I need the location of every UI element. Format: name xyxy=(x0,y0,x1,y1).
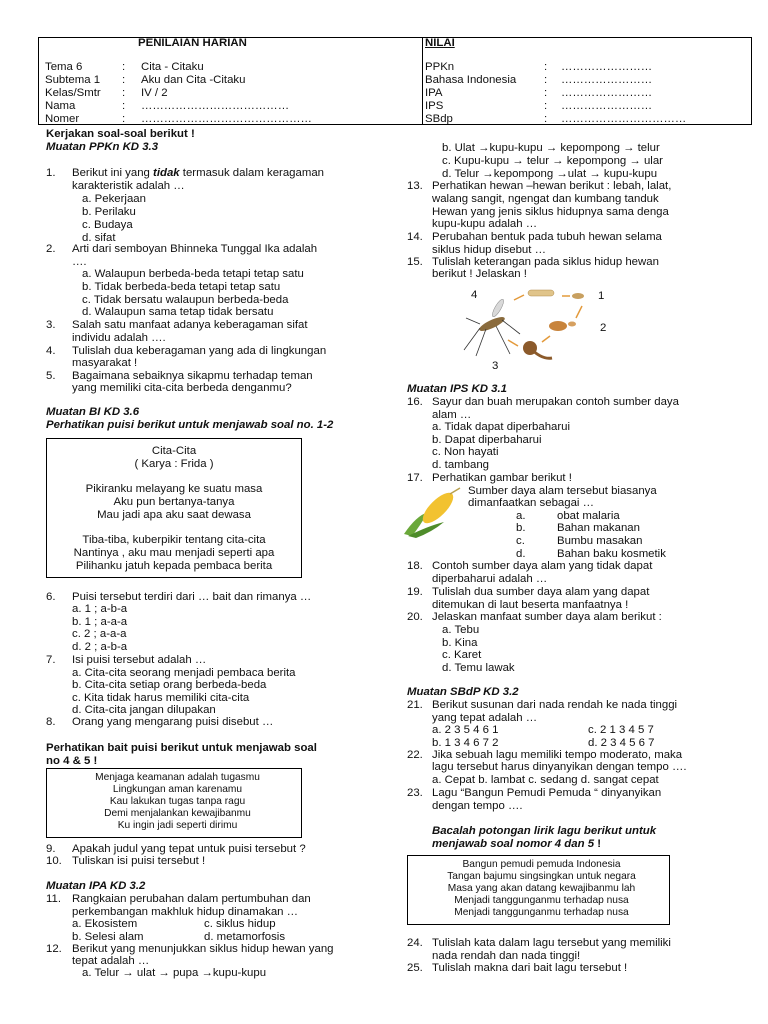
score-field[interactable]: …………………… xyxy=(561,87,653,99)
question-4: Tulislah dua keberagaman yang ada di lingkungan xyxy=(72,345,327,357)
question-2: Arti dari semboyan Bhinneka Tunggal Ika adalah xyxy=(72,243,318,255)
option[interactable]: b. 1 3 4 6 7 2 xyxy=(432,737,499,749)
egg-image xyxy=(572,293,584,299)
poem-line: Pikiranku melayang ke suatu masa xyxy=(85,483,263,495)
cycle-label: 2 xyxy=(600,322,607,334)
header-box xyxy=(38,37,752,125)
option[interactable]: a. Ekosistem xyxy=(72,918,138,930)
question-13-cont: walang sangit, ngengat dan kumbang tanduk xyxy=(432,193,659,205)
mosquito-adult-image xyxy=(464,298,520,356)
option[interactable]: c. Tidak bersatu walaupun berbeda-beda xyxy=(82,294,289,306)
bait-instruction: Perhatikan bait puisi berikut untuk menjawab soal xyxy=(46,742,317,754)
question-13-cont: Hewan yang jenis siklus hidupnya sama denga xyxy=(432,206,669,218)
option[interactable]: d. tambang xyxy=(432,459,489,471)
option[interactable]: c. Kupu-kupu → telur → kepompong → ular xyxy=(442,155,663,167)
q-number: 23. xyxy=(407,787,423,799)
corn-image xyxy=(398,486,464,538)
q-number: 24. xyxy=(407,937,423,949)
instruction: Kerjakan soal-soal berikut ! xyxy=(46,128,195,140)
poem-author: ( Karya : Frida ) xyxy=(134,458,214,470)
question-16-cont: alam … xyxy=(432,409,472,421)
option[interactable]: d. 2 3 4 5 6 7 xyxy=(588,737,655,749)
header-label: Tema 6 xyxy=(45,61,83,73)
q-number: 25. xyxy=(407,962,423,974)
question-23: Lagu “Bangun Pemudi Pemuda “ dinyanyikan xyxy=(432,787,662,799)
poem-line: Mau jadi apa aku saat dewasa xyxy=(97,509,251,521)
q-number: 6. xyxy=(46,591,56,603)
option[interactable]: d. 2 ; a-b-a xyxy=(72,641,128,653)
score-sep: : xyxy=(544,100,548,112)
question-24-cont: nada rendah dan nada tinggi! xyxy=(432,950,581,962)
option[interactable]: c. Non hayati xyxy=(432,446,499,458)
question-21-cont: yang tepat adalah … xyxy=(432,712,538,724)
option[interactable]: b. 1 ; a-a-a xyxy=(72,616,128,628)
question-5-cont: yang memiliki cita-cita berbeda denganmu? xyxy=(72,382,292,394)
question-4-cont: masyarakat ! xyxy=(72,357,138,369)
option[interactable]: a. Cita-cita seorang menjadi pembaca berita xyxy=(72,667,296,679)
cycle-label: 3 xyxy=(492,360,499,372)
poem-line: Lingkungan aman karenamu xyxy=(112,784,243,795)
question-24: Tulislah kata dalam lagu tersebut yang memiliki xyxy=(432,937,671,949)
option[interactable]: b. Tidak berbeda-beda tetapi tetap satu xyxy=(82,281,281,293)
option-letter: b. xyxy=(516,522,526,534)
header-nilai: NILAI xyxy=(425,37,455,49)
option[interactable]: b. Cita-cita setiap orang berbeda-beda xyxy=(72,679,267,691)
q-number: 14. xyxy=(407,231,423,243)
option[interactable]: Bahan baku kosmetik xyxy=(557,548,666,560)
q-number: 3. xyxy=(46,319,56,331)
question-1-cont: karakteristik adalah … xyxy=(72,180,185,192)
question-22-cont: lagu tersebut harus dinyanyikan dengan tempo …. xyxy=(432,761,687,773)
lyric-line: Tangan bajumu singsingkan untuk negara xyxy=(447,871,636,882)
lyric-line: Menjadi tanggunganmu terhadap nusa xyxy=(454,895,629,906)
poem-title: Cita-Cita xyxy=(151,445,197,457)
lyrics-instruction: Bacalah potongan lirik lagu berikut untuk xyxy=(432,825,657,837)
question-3: Salah satu manfaat adanya keberagaman sifat xyxy=(72,319,308,331)
pupa-image xyxy=(549,321,576,331)
header-label: Nomer xyxy=(45,113,80,125)
q-number: 13. xyxy=(407,180,423,192)
question-12-cont: tepat adalah … xyxy=(72,955,150,967)
score-sep: : xyxy=(544,87,548,99)
score-field[interactable]: …………………… xyxy=(561,74,653,86)
question-14: Perubahan bentuk pada tubuh hewan selama xyxy=(432,231,662,243)
score-label: SBdp xyxy=(425,113,453,125)
q-number: 10. xyxy=(46,855,62,867)
q-number: 8. xyxy=(46,716,56,728)
lyric-line: Masa yang akan datang kewajibanmu lah xyxy=(447,883,636,894)
option-letter: c. xyxy=(516,535,525,547)
q-number: 1. xyxy=(46,167,56,179)
score-label: IPA xyxy=(425,87,443,99)
question-17-cont: Sumber daya alam tersebut biasanya xyxy=(468,485,657,497)
cycle-arrows xyxy=(508,295,582,346)
option[interactable]: a. Tidak dapat diperbaharui xyxy=(432,421,571,433)
option[interactable]: c. Budaya xyxy=(82,219,133,231)
q-number: 18. xyxy=(407,560,423,572)
option[interactable]: a. Walaupun berbeda-beda tetapi tetap satu xyxy=(82,268,304,280)
header-sep: : xyxy=(122,87,126,99)
question-15: Tulislah keterangan pada siklus hidup hewan xyxy=(432,256,659,268)
option-letter: d. xyxy=(516,548,526,560)
question-19: Tulislah dua sumber daya alam yang dapat xyxy=(432,586,650,598)
header-label: Kelas/Smtr xyxy=(45,87,101,99)
question-8: Orang yang mengarang puisi disebut … xyxy=(72,716,274,728)
header-divider xyxy=(422,38,423,124)
header-value: Aku dan Cita -Citaku xyxy=(141,74,246,86)
section-bi-sub: Perhatikan puisi berikut untuk menjawab soal no. 1-2 xyxy=(46,419,334,431)
question-5: Bagaimana sebaiknya sikapmu terhadap teman xyxy=(72,370,313,382)
q-number: 16. xyxy=(407,396,423,408)
question-2-cont: …. xyxy=(72,256,87,268)
option: d. Temu lawak xyxy=(442,662,515,674)
poem-line: Ku ingin jadi seperti dirimu xyxy=(117,820,238,831)
question-20: Jelaskan manfaat sumber daya alam berikut : xyxy=(432,611,662,623)
lyric-line: Bangun pemudi pemuda Indonesia xyxy=(462,859,621,870)
option[interactable]: d. metamorfosis xyxy=(204,931,286,943)
option[interactable]: d. Telur →kepompong →ulat → kupu-kupu xyxy=(442,168,658,180)
header-title: PENILAIAN HARIAN xyxy=(138,37,247,49)
score-field[interactable]: …………………… xyxy=(561,100,653,112)
header-label: Nama xyxy=(45,100,76,112)
name-field[interactable]: ………………………………… xyxy=(141,100,290,112)
option[interactable]: d. Cita-cita jangan dilupakan xyxy=(72,704,216,716)
option[interactable]: Bumbu masakan xyxy=(557,535,643,547)
q-number: 5. xyxy=(46,370,56,382)
question-13-cont: kupu-kupu adalah … xyxy=(432,218,538,230)
option[interactable]: b. Ulat →kupu-kupu → kepompong → telur xyxy=(442,142,660,154)
question-21: Berikut susunan dari nada rendah ke nada tinggi xyxy=(432,699,678,711)
poem-line: Aku pun bertanya-tanya xyxy=(113,496,235,508)
question-11-cont: perkembangan makhluk hidup dinamakan … xyxy=(72,906,299,918)
section-ips: Muatan IPS KD 3.1 xyxy=(407,383,508,395)
option: c. Karet xyxy=(442,649,482,661)
score-sep: : xyxy=(544,74,548,86)
score-field[interactable]: …………………………… xyxy=(561,113,687,125)
score-sep: : xyxy=(544,61,548,73)
header-value: IV / 2 xyxy=(141,87,168,99)
score-label: IPS xyxy=(425,100,444,112)
question-13: Perhatikan hewan –hewan berikut : lebah, lalat, xyxy=(432,180,672,192)
poem-line: Kau lakukan tugas tanpa ragu xyxy=(109,796,246,807)
question-3-cont: individu adalah …. xyxy=(72,332,166,344)
header-sep: : xyxy=(122,113,126,125)
section-bi: Muatan BI KD 3.6 xyxy=(46,406,140,418)
q-number: 9. xyxy=(46,843,56,855)
option-letter: a. xyxy=(516,510,526,522)
option[interactable]: Bahan makanan xyxy=(557,522,640,534)
q-number: 15. xyxy=(407,256,423,268)
option-row[interactable]: a. Cepat b. lambat c. sedang d. sangat cepat xyxy=(432,774,659,786)
option[interactable]: b. Selesi alam xyxy=(72,931,144,943)
question-15-cont: berikut ! Jelaskan ! xyxy=(432,268,527,280)
q-number: 12. xyxy=(46,943,62,955)
section-ipa: Muatan IPA KD 3.2 xyxy=(46,880,146,892)
bait-instruction-cont: no 4 & 5 ! xyxy=(46,755,98,767)
cycle-label: 4 xyxy=(471,289,478,301)
question-9: Apakah judul yang tepat untuk puisi tersebut ? xyxy=(72,843,306,855)
question-7: Isi puisi tersebut adalah … xyxy=(72,654,207,666)
q-number: 21. xyxy=(407,699,423,711)
q-number: 2. xyxy=(46,243,56,255)
question-17: Perhatikan gambar berikut ! xyxy=(432,472,572,484)
poem-line: Pilihanku jatuh kepada pembaca berita xyxy=(75,560,273,572)
option[interactable]: a. 1 ; a-b-a xyxy=(72,603,128,615)
option[interactable]: c. 2 1 3 4 5 7 xyxy=(588,724,654,736)
poem-box-2 xyxy=(46,768,302,838)
score-label: Bahasa Indonesia xyxy=(425,74,517,86)
question-6: Puisi tersebut terdiri dari … bait dan rimanya … xyxy=(72,591,312,603)
question-11: Rangkaian perubahan dalam pertumbuhan dan xyxy=(72,893,311,905)
option[interactable]: c. siklus hidup xyxy=(204,918,276,930)
question-14-cont: siklus hidup disebut … xyxy=(432,244,546,256)
score-sep: : xyxy=(544,113,548,125)
question-17-cont: dimanfaatkan sebagai … xyxy=(468,497,595,509)
option[interactable]: a. Telur → ulat → pupa →kupu-kupu xyxy=(82,967,267,979)
number-field[interactable]: ……………………………………… xyxy=(141,113,312,125)
larva-image xyxy=(523,341,552,358)
q-number: 17. xyxy=(407,472,423,484)
option[interactable]: a. Pekerjaan xyxy=(82,193,146,205)
question-10: Tuliskan isi puisi tersebut ! xyxy=(72,855,206,867)
lyrics-box xyxy=(407,855,670,925)
q-number: 20. xyxy=(407,611,423,623)
question-16: Sayur dan buah merupakan contoh sumber daya xyxy=(432,396,679,408)
section-sbdp: Muatan SBdP KD 3.2 xyxy=(407,686,519,698)
q-number: 11. xyxy=(46,893,61,905)
option[interactable]: d. Walaupun sama tetap tidak bersatu xyxy=(82,306,274,318)
header-sep: : xyxy=(122,100,126,112)
header-sep: : xyxy=(122,61,126,73)
poem-box xyxy=(46,438,302,578)
q-number: 19. xyxy=(407,586,423,598)
option: b. Kina xyxy=(442,637,478,649)
score-label: PPKn xyxy=(425,61,455,73)
question-18: Contoh sumber daya alam yang tidak dapat xyxy=(432,560,653,572)
cycle-label: 1 xyxy=(598,290,605,302)
poem-line: Nantinya , aku mau menjadi seperti apa xyxy=(73,547,275,559)
poem-line: Tiba-tiba, kuberpikir tentang cita-cita xyxy=(82,534,266,546)
score-field[interactable]: …………………… xyxy=(561,61,653,73)
q-number: 7. xyxy=(46,654,56,666)
header-label: Subtema 1 xyxy=(45,74,101,86)
option[interactable]: b. Dapat diperbaharui xyxy=(432,434,542,446)
question-12: Berikut yang menunjukkan siklus hidup hewan yang xyxy=(72,943,334,955)
option[interactable]: obat malaria xyxy=(557,510,620,522)
option[interactable]: d. sifat xyxy=(82,232,116,244)
poem-line: Menjaga keamanan adalah tugasmu xyxy=(95,772,260,783)
question-22: Jika sebuah lagu memiliki tempo moderato, maka xyxy=(432,749,683,761)
question-19-cont: ditemukan di laut beserta manfaatnya ! xyxy=(432,599,629,611)
lyrics-instruction-cont: menjawab soal nomor 4 dan 5 ! xyxy=(432,838,602,850)
question-1: Berikut ini yang tidak termasuk dalam keragaman xyxy=(72,167,324,179)
question-23-cont: dengan tempo …. xyxy=(432,800,523,812)
lyric-line: Menjadi tanggunganmu terhadap nusa xyxy=(454,907,629,918)
option[interactable]: b. Perilaku xyxy=(82,206,136,218)
question-18-cont: diperbaharui adalah … xyxy=(432,573,548,585)
question-25: Tulislah makna dari bait lagu tersebut ! xyxy=(432,962,628,974)
header-value: Cita - Citaku xyxy=(141,61,204,73)
q-number: 4. xyxy=(46,345,56,357)
option[interactable]: c. 2 ; a-a-a xyxy=(72,628,127,640)
option[interactable]: a. 2 3 5 4 6 1 xyxy=(432,724,499,736)
q-number: 22. xyxy=(407,749,423,761)
larva-image xyxy=(528,290,554,296)
option[interactable]: c. Kita tidak harus memiliki cita-cita xyxy=(72,692,250,704)
header-sep: : xyxy=(122,74,126,86)
option: a. Tebu xyxy=(442,624,480,636)
poem-line: Demi menjalankan kewajibanmu xyxy=(104,808,251,819)
section-ppkn: Muatan PPKn KD 3.3 xyxy=(46,141,159,153)
